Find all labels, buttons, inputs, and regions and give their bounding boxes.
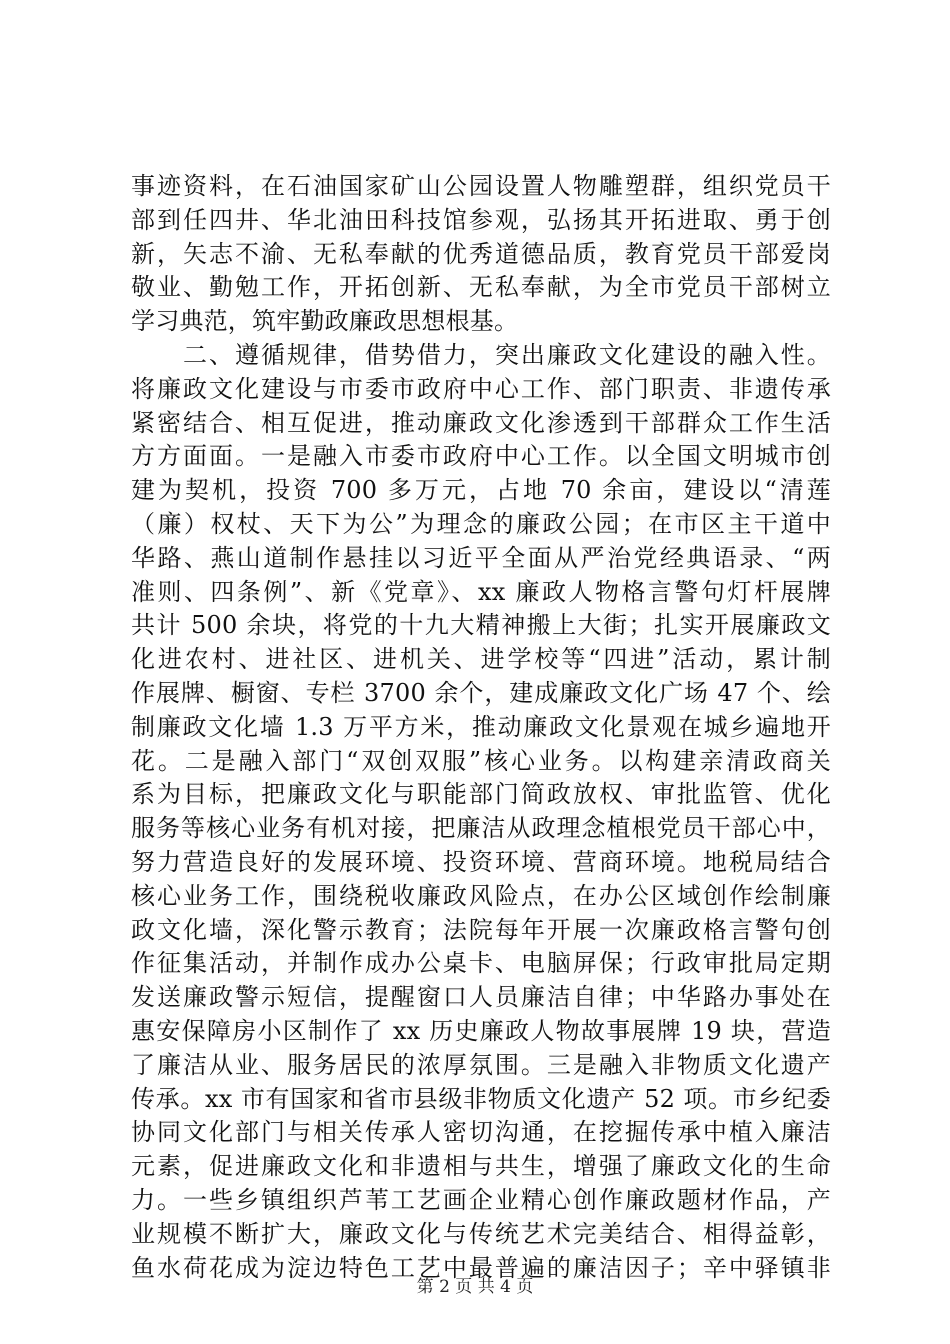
- page-footer: 第 2 页 共 4 页: [416, 1277, 534, 1297]
- text-line: 二、遵循规律，借势借力，突出廉政文化建设的融入性。: [131, 340, 831, 369]
- text-line: 方方面面。一是融入市委市政府中心工作。以全国文明城市创: [131, 442, 831, 471]
- text-line: 部到任四井、华北油田科技馆参观，弘扬其开拓进取、勇于创: [131, 205, 831, 234]
- text-line: 协同文化部门与相关传承人密切沟通，在挖掘传承中植入廉洁: [131, 1118, 831, 1147]
- text-line: 作展牌、橱窗、专栏 3700 余个，建成廉政文化广场 47 个、绘: [131, 678, 831, 707]
- text-line: 核心业务工作，围绕税收廉政风险点，在办公区域创作绘制廉: [131, 881, 831, 910]
- text-line: 发送廉政警示短信，提醒窗口人员廉洁自律；中华路办事处在: [131, 983, 831, 1012]
- text-line: 传承。xx 市有国家和省市县级非物质文化遗产 52 项。市乡纪委: [131, 1084, 831, 1113]
- text-line: 惠安保障房小区制作了 xx 历史廉政人物故事展牌 19 块，营造: [131, 1016, 831, 1045]
- text-line: 建为契机，投资 700 多万元，占地 70 余亩，建设以“清莲: [131, 476, 831, 505]
- text-line: 华路、燕山道制作悬挂以习近平全面从严治党经典语录、“两: [131, 543, 831, 572]
- text-line: 新，矢志不渝、无私奉献的优秀道德品质，教育党员干部爱岗: [131, 239, 831, 268]
- text-line: 化进农村、进社区、进机关、进学校等“四进”活动，累计制: [131, 645, 831, 674]
- text-line: 了廉洁从业、服务居民的浓厚氛围。三是融入非物质文化遗产: [131, 1050, 831, 1079]
- text-line: 鱼水荷花成为淀边特色工艺中最普遍的廉洁因子；辛中驿镇非: [131, 1253, 831, 1282]
- text-line: 系为目标，把廉政文化与职能部门简政放权、审批监管、优化: [131, 780, 831, 809]
- text-line: 将廉政文化建设与市委市政府中心工作、部门职责、非遗传承: [131, 374, 831, 403]
- text-line: 共计 500 余块，将党的十九大精神搬上大街；扎实开展廉政文: [131, 611, 831, 640]
- text-line: 业规模不断扩大，廉政文化与传统艺术完美结合、相得益彰，: [131, 1219, 831, 1248]
- document-body: [131, 170, 831, 1285]
- text-line: 努力营造良好的发展环境、投资环境、营商环境。地税局结合: [131, 847, 831, 876]
- text-line: 制廉政文化墙 1.3 万平方米，推动廉政文化景观在城乡遍地开: [131, 712, 831, 741]
- text-line: 元素，促进廉政文化和非遗相与共生，增强了廉政文化的生命: [131, 1152, 831, 1181]
- text-line: 紧密结合、相互促进，推动廉政文化渗透到干部群众工作生活: [131, 408, 831, 437]
- text-line: 学习典范，筑牢勤政廉政思想根基。: [131, 307, 519, 336]
- text-line: 服务等核心业务有机对接，把廉洁从政理念植根党员干部心中，: [131, 814, 831, 843]
- text-line: 敬业、勤勉工作，开拓创新、无私奉献，为全市党员干部树立: [131, 273, 831, 302]
- text-line: 作征集活动，并制作成办公桌卡、电脑屏保；行政审批局定期: [131, 949, 831, 978]
- text-line: 事迹资料，在石油国家矿山公园设置人物雕塑群，组织党员干: [131, 172, 831, 200]
- text-line: 政文化墙，深化警示教育；法院每年开展一次廉政格言警句创: [131, 915, 831, 944]
- text-line: 力。一些乡镇组织芦苇工艺画企业精心创作廉政题材作品，产: [131, 1185, 831, 1214]
- text-line: （廉）权杖、天下为公”为理念的廉政公园；在市区主干道中: [131, 509, 831, 538]
- text-line: 花。二是融入部门“双创双服”核心业务。以构建亲清政商关: [131, 746, 831, 775]
- text-line: 准则、四条例”、新《党章》、xx 廉政人物格言警句灯杆展牌: [131, 577, 831, 606]
